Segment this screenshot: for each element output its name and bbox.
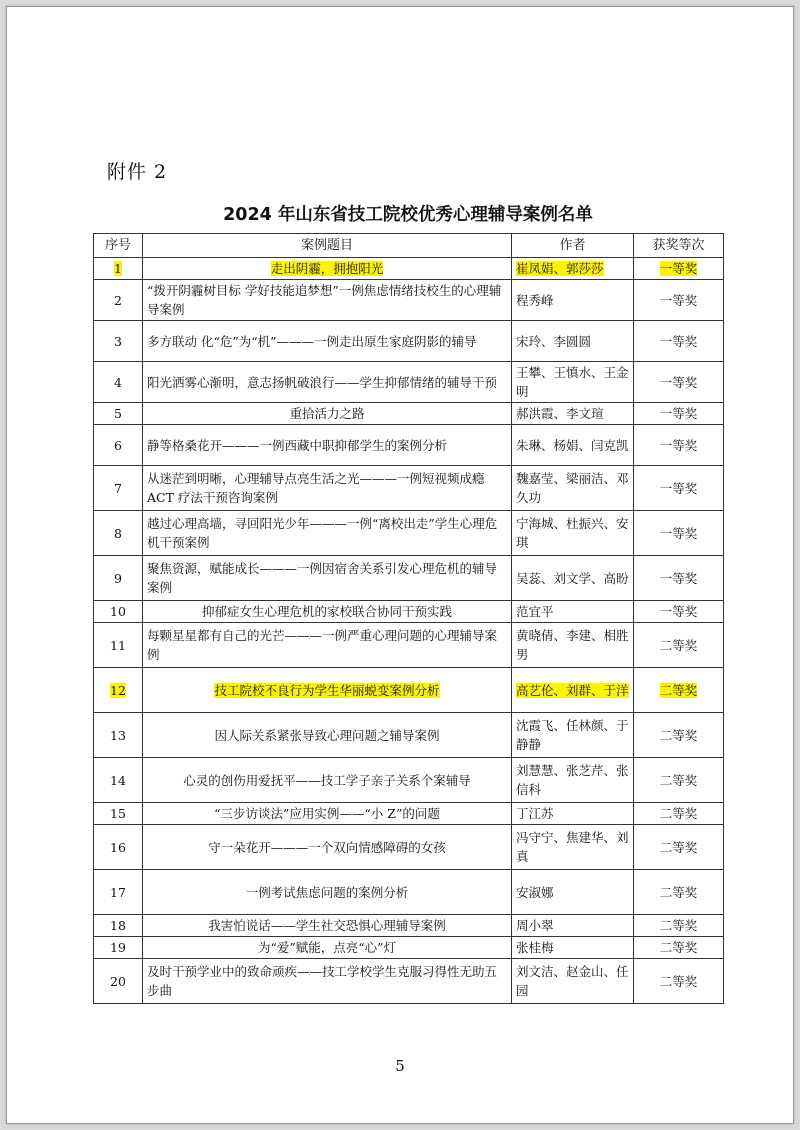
award-level: 二等奖 (634, 758, 724, 803)
award-level: 二等奖 (634, 870, 724, 915)
case-authors: 冯守宁、焦建华、刘真 (512, 825, 634, 870)
case-authors: 宋玲、李圆圆 (512, 321, 634, 362)
table-row (94, 870, 724, 915)
case-authors: 吴蕊、刘文学、高盼 (512, 556, 634, 601)
row-number: 5 (94, 403, 143, 425)
case-authors: 刘文洁、赵金山、任园 (512, 959, 634, 1004)
case-title: 从迷茫到明晰，心理辅导点亮生活之光———一例短视频成瘾 ACT 疗法干预咨询案例 (143, 466, 512, 511)
table-row (94, 959, 724, 1004)
row-number: 7 (94, 466, 143, 511)
table-row (94, 915, 724, 937)
table-row (94, 362, 724, 403)
case-title: 守一朵花开———一个双向情感障碍的女孩 (143, 825, 512, 870)
case-authors: 丁江苏 (512, 803, 634, 825)
case-authors: 崔凤娟、郭莎莎 (516, 261, 604, 276)
case-authors: 刘慧慧、张芝芹、张信科 (512, 758, 634, 803)
table-header-row (94, 234, 724, 258)
table-row (94, 556, 724, 601)
document-title: 2024 年山东省技工院校优秀心理辅导案例名单 (223, 205, 593, 225)
case-authors: 郝洪霞、李文瑄 (512, 403, 634, 425)
header-authors: 作者 (512, 234, 634, 258)
row-number: 9 (94, 556, 143, 601)
case-title: 技工院校不良行为学生华丽蜕变案例分析 (214, 682, 440, 698)
row-number: 10 (94, 601, 143, 623)
case-authors: 朱琳、杨娟、闫克凯 (512, 425, 634, 466)
case-authors: 黄晓倩、李建、相胜男 (512, 623, 634, 668)
row-number: 17 (94, 870, 143, 915)
case-title: 多方联动 化“危”为“机”———一例走出原生家庭阴影的辅导 (143, 321, 512, 362)
award-level: 二等奖 (634, 713, 724, 758)
award-level: 一等奖 (634, 321, 724, 362)
case-title: 每颗星星都有自己的光芒———一例严重心理问题的心理辅导案例 (143, 623, 512, 668)
case-title: 走出阴霾，拥抱阳光 (270, 261, 384, 276)
case-title: 一例考试焦虑问题的案例分析 (143, 870, 512, 915)
header-prize: 获奖等次 (634, 234, 724, 258)
table-row (94, 623, 724, 668)
case-title: 及时干预学业中的致命顽疾——技工学校学生克服习得性无助五步曲 (143, 959, 512, 1004)
row-number: 11 (94, 623, 143, 668)
row-number: 8 (94, 511, 143, 556)
table-row (94, 511, 724, 556)
row-number: 15 (94, 803, 143, 825)
case-title: 越过心理高墙，寻回阳光少年———一例“离校出走”学生心理危机干预案例 (143, 511, 512, 556)
award-level: 二等奖 (634, 915, 724, 937)
case-authors: 张桂梅 (512, 937, 634, 959)
award-level: 二等奖 (634, 803, 724, 825)
row-number: 14 (94, 758, 143, 803)
case-title: 因人际关系紧张导致心理问题之辅导案例 (143, 713, 512, 758)
table-row (94, 466, 724, 511)
award-level: 一等奖 (634, 556, 724, 601)
table-row (94, 758, 724, 803)
row-number: 1 (114, 261, 122, 276)
table-row (94, 937, 724, 959)
award-level: 一等奖 (634, 511, 724, 556)
row-number: 13 (94, 713, 143, 758)
award-level: 二等奖 (634, 959, 724, 1004)
award-level: 二等奖 (634, 825, 724, 870)
case-title: 静等格桑花开———一例西藏中职抑郁学生的案例分析 (143, 425, 512, 466)
table-row (94, 403, 724, 425)
case-authors: 高艺伦、刘群、于洋 (516, 682, 629, 698)
table-row (94, 601, 724, 623)
table-row (94, 321, 724, 362)
attachment-label: 附件 2 (107, 161, 168, 183)
table-row (94, 668, 724, 713)
case-title: “三步访谈法”应用实例——“小 Z”的问题 (143, 803, 512, 825)
case-authors: 范宜平 (512, 601, 634, 623)
table-row (94, 258, 724, 280)
row-number: 19 (94, 937, 143, 959)
table-row (94, 280, 724, 321)
page-number: 5 (395, 1057, 405, 1075)
case-title: “拨开阴霾树目标 学好技能追梦想”一例焦虑情绪技校生的心理辅导案例 (143, 280, 512, 321)
header-no: 序号 (94, 234, 143, 258)
case-authors: 宁海城、杜振兴、安琪 (512, 511, 634, 556)
row-number: 6 (94, 425, 143, 466)
case-authors: 魏嘉莹、梁丽洁、邓久功 (512, 466, 634, 511)
case-authors: 沈霞飞、任林颜、于静静 (512, 713, 634, 758)
table-row (94, 713, 724, 758)
case-authors: 程秀峰 (512, 280, 634, 321)
award-level: 二等奖 (659, 682, 698, 698)
case-title: 聚焦资源，赋能成长———一例因宿舍关系引发心理危机的辅导案例 (143, 556, 512, 601)
case-title: 抑郁症女生心理危机的家校联合协同干预实践 (143, 601, 512, 623)
table-row (94, 425, 724, 466)
award-level: 二等奖 (634, 937, 724, 959)
row-number: 12 (110, 682, 126, 698)
case-title: 为“爱”赋能，点亮“心”灯 (143, 937, 512, 959)
row-number: 2 (94, 280, 143, 321)
award-level: 一等奖 (634, 403, 724, 425)
table-row (94, 803, 724, 825)
row-number: 3 (94, 321, 143, 362)
row-number: 16 (94, 825, 143, 870)
award-level: 一等奖 (634, 280, 724, 321)
case-title: 我害怕说话——学生社交恐惧心理辅导案例 (143, 915, 512, 937)
award-level: 二等奖 (634, 623, 724, 668)
award-level: 一等奖 (634, 362, 724, 403)
table-row (94, 825, 724, 870)
case-authors: 安淑娜 (512, 870, 634, 915)
award-level: 一等奖 (634, 466, 724, 511)
award-level: 一等奖 (634, 425, 724, 466)
row-number: 20 (94, 959, 143, 1004)
award-level: 一等奖 (634, 601, 724, 623)
case-title: 阳光洒雾心渐明，意志扬帆破浪行——学生抑郁情绪的辅导干预 (143, 362, 512, 403)
row-number: 4 (94, 362, 143, 403)
case-title: 心灵的创伤用爱抚平——技工学子亲子关系个案辅导 (143, 758, 512, 803)
case-title: 重拾活力之路 (143, 403, 512, 425)
header-title: 案例题目 (143, 234, 512, 258)
case-authors: 周小翠 (512, 915, 634, 937)
row-number: 18 (94, 915, 143, 937)
award-level: 一等奖 (659, 261, 698, 276)
award-table (93, 233, 724, 1004)
document-page (6, 6, 794, 1124)
case-authors: 王攀、王慎水、王金明 (512, 362, 634, 403)
